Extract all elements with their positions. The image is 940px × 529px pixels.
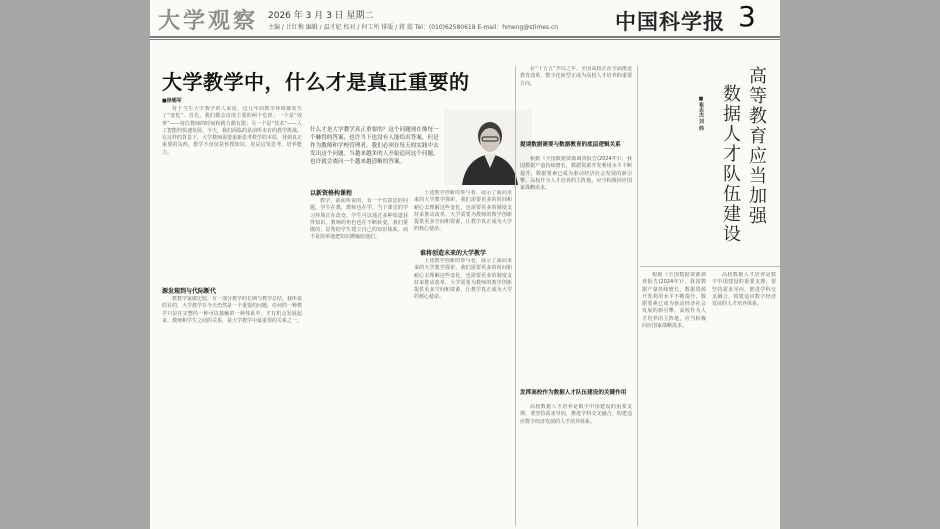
masthead — [150, 0, 780, 38]
column-3-continued: 上述教学创新的参与者，展示了面向未来的大学教学探索，我们需要更多的时间和耐心去理解这些变化，也需要更多的制度支持来推动改革。大学需要为教师的教学创新提供更多空间和资源，让教学真正成为大学的核心使命。 — [414, 258, 512, 301]
right-column-b: 高校数据人才培养是数字中国建设的重要支撑，要坚持需求导向，推进学科交叉融合，构建适应数字经济发展的人才培养体系。 — [712, 272, 776, 308]
column-2: 教学，前面所说的，有一个有意思的问题。学生在教，教师也在学。当下课堂的学习环境正在改变，学生可以通过多种渠道获得知识，教师的角色也在不断转变。我们要做的，是帮助学生建立自己的知识体系，而不是简单地把知识灌输给他们。 — [310, 198, 408, 241]
section-title: 大学观察 — [158, 8, 259, 34]
column-1: 对于当生大学教学的人来说，这几年的教学环境都发生了“变化”。首先，我们都会出现主要的两个危机：一个是“效率”——每位教师的时间和精力都有限；另一个是“技术”——人工智能的快速发展。今天，我们面临的是前所未有的教学挑战。在这样的背景下，大学教师需要重新思考教学的本质，找到真正重要的东西。教学不仅仅是传授知识，更是启发思考、培养能力。 — [162, 106, 302, 156]
article-headline: 大学教学中，什么才是真正重要的 — [162, 70, 470, 94]
divider — [640, 266, 780, 267]
newspaper-page — [150, 0, 780, 529]
subheading-future-teaching: 谁将创造未来的大学教学 — [420, 250, 487, 257]
column-divider — [515, 66, 516, 526]
subheading-column-1: 源发现到与代际断代 — [162, 288, 217, 295]
column-divider — [637, 66, 638, 526]
issue-date: 2026 年 3 月 3 日 星期二 — [268, 11, 374, 21]
right-column-a: 根据《全国数据资源调查报告(2024年)》，我国数据产量持续增长，数据资源开发利用水平不断提升，数据要素已成为驱动经济社会发展的新引擎。高校作为人才培养的主阵地，应当积极回应国家战略需求。 — [642, 272, 706, 330]
column-5: 根据《全国数据资源调查报告(2024年)》，我国数据产量持续增长，数据资源开发利用水平不断提升，数据要素已成为驱动经济社会发展的新引擎。高校作为人才培养的主阵地，应当积极回应国家战略需求。 — [520, 156, 632, 192]
right-article-title-line-2: 数据人才队伍建设 — [720, 84, 741, 244]
right-article-title-line-1: 高等教育应当加强 — [746, 66, 767, 226]
column-1-continued: 教教学家做比较，有一部分教学的长期与教学总结。我所说的目的，大学教学在今天仍然是一个重要的问题。任何的一种教学只是在完整的一种可以接触的一种体系中，才有机会发展起来。教师和学生之间的关系，是大学教学中最重要的关系之一。 — [162, 296, 302, 324]
newspaper-logo: 中国科学报 — [615, 9, 725, 34]
right-article-byline: ■崔志杰 刘 炜 — [698, 96, 704, 131]
editor-info: 主编 / 计红梅 编辑 / 温才妃 校对 / 何工所 排版 / 蒋 霞 Tel：(010)62580618 E-mail：hmeng@stimes.cn — [268, 24, 559, 31]
page-number: 3 — [738, 0, 756, 33]
subheading-data-logic: 提请数据需要与数据教育的底层逻辑关系 — [520, 142, 621, 148]
divider — [150, 39, 780, 40]
column-3: 上述教学创新的参与者，展示了面向未来的大学教学探索，我们需要更多的时间和耐心去理解这些变化，也需要更多的制度支持来推动改革。大学需要为教师的教学创新提供更多空间和资源，让教学真正成为大学的核心使命。 — [414, 190, 512, 233]
subheading-university-role: 发挥高校作为数据人才队伍建设的关键作用 — [520, 390, 627, 396]
column-4: 在“十五五”开局之年，全国高校正在全面推进教育改革，数字化转型正成为高校人才培养的重要方向。 — [520, 66, 632, 87]
subheading-new-courses: 以新资格构课程 — [310, 190, 353, 197]
divider — [150, 36, 780, 38]
article-byline: ■徐锡军 — [162, 98, 182, 104]
column-5-continued: 高校数据人才培养是数字中国建设的重要支撑，要坚持需求导向，推进学科交叉融合，构建适应数字经济发展的人才培养体系。 — [520, 404, 632, 425]
author-photo — [444, 110, 532, 185]
pull-quote: 什么才是大学教学真正重要的？这个问题现在像每一个棘得的答案，也许当下也没有人能给出答案，但是作为教师和学校管理者，我们必须在每天的实践中去发出这个问题。当越来越多的人开始追问这个问题，也许就会离问一个越来越清晰的答案。 — [310, 127, 439, 165]
